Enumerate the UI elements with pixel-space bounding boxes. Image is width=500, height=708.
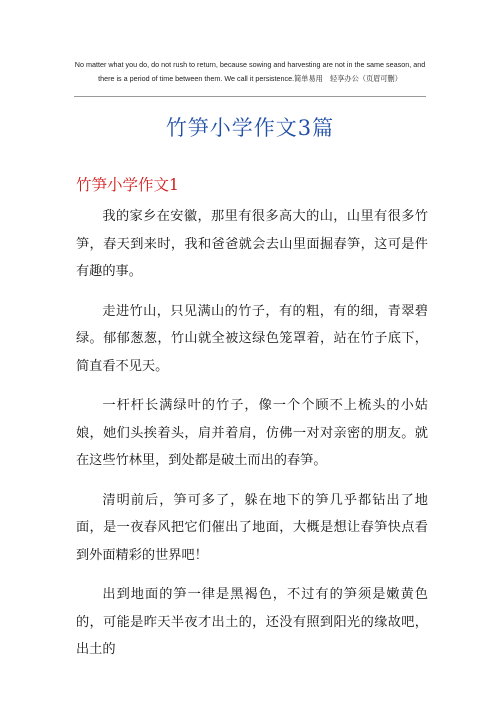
paragraph: 出到地面的笋一律是黑褐色，不过有的笋须是嫩黄色的，可能是昨天半夜才出土的，还没有照到阳光的缘故吧，出土的: [76, 587, 428, 657]
section-body: [76, 203, 428, 676]
paragraph: 清明前后，笋可多了，躲在地下的笋几乎都钻出了地面，是一夜春风把它们催出了地面，大概是想让春笋快点看到外面精彩的世界吧！: [76, 492, 428, 563]
paragraph: 我的家乡在安徽，那里有很多高大的山，山里有很多竹笋，春天到来时，我和爸爸就会去山里面掘春笋，这可是件有趣的事。: [76, 209, 428, 279]
paragraph: 一杆杆长满绿叶的竹子，像一个个顾不上梳头的小姑娘，她们头挨着头，肩并着肩，仿佛一对对亲密的朋友。就在这些竹林里，到处都是破土而出的春笋。: [76, 398, 428, 468]
document-title: 竹笋小学作文3篇: [165, 116, 335, 140]
header-divider: [74, 96, 426, 97]
page-header-note: No matter what you do, do not rush to return, because sowing and harvesting are not in the same season, and there is a period of time between them. We call it persistence.简单易用 轻享办公（页眉可删）: [74, 60, 426, 83]
section-heading: 竹笋小学作文1: [76, 176, 179, 194]
paragraph: 走进竹山，只见满山的竹子，有的粗，有的细，青翠碧绿。郁郁葱葱，竹山就全被这绿色笼罩着，站在竹子底下，简直看不见天。: [76, 303, 428, 374]
